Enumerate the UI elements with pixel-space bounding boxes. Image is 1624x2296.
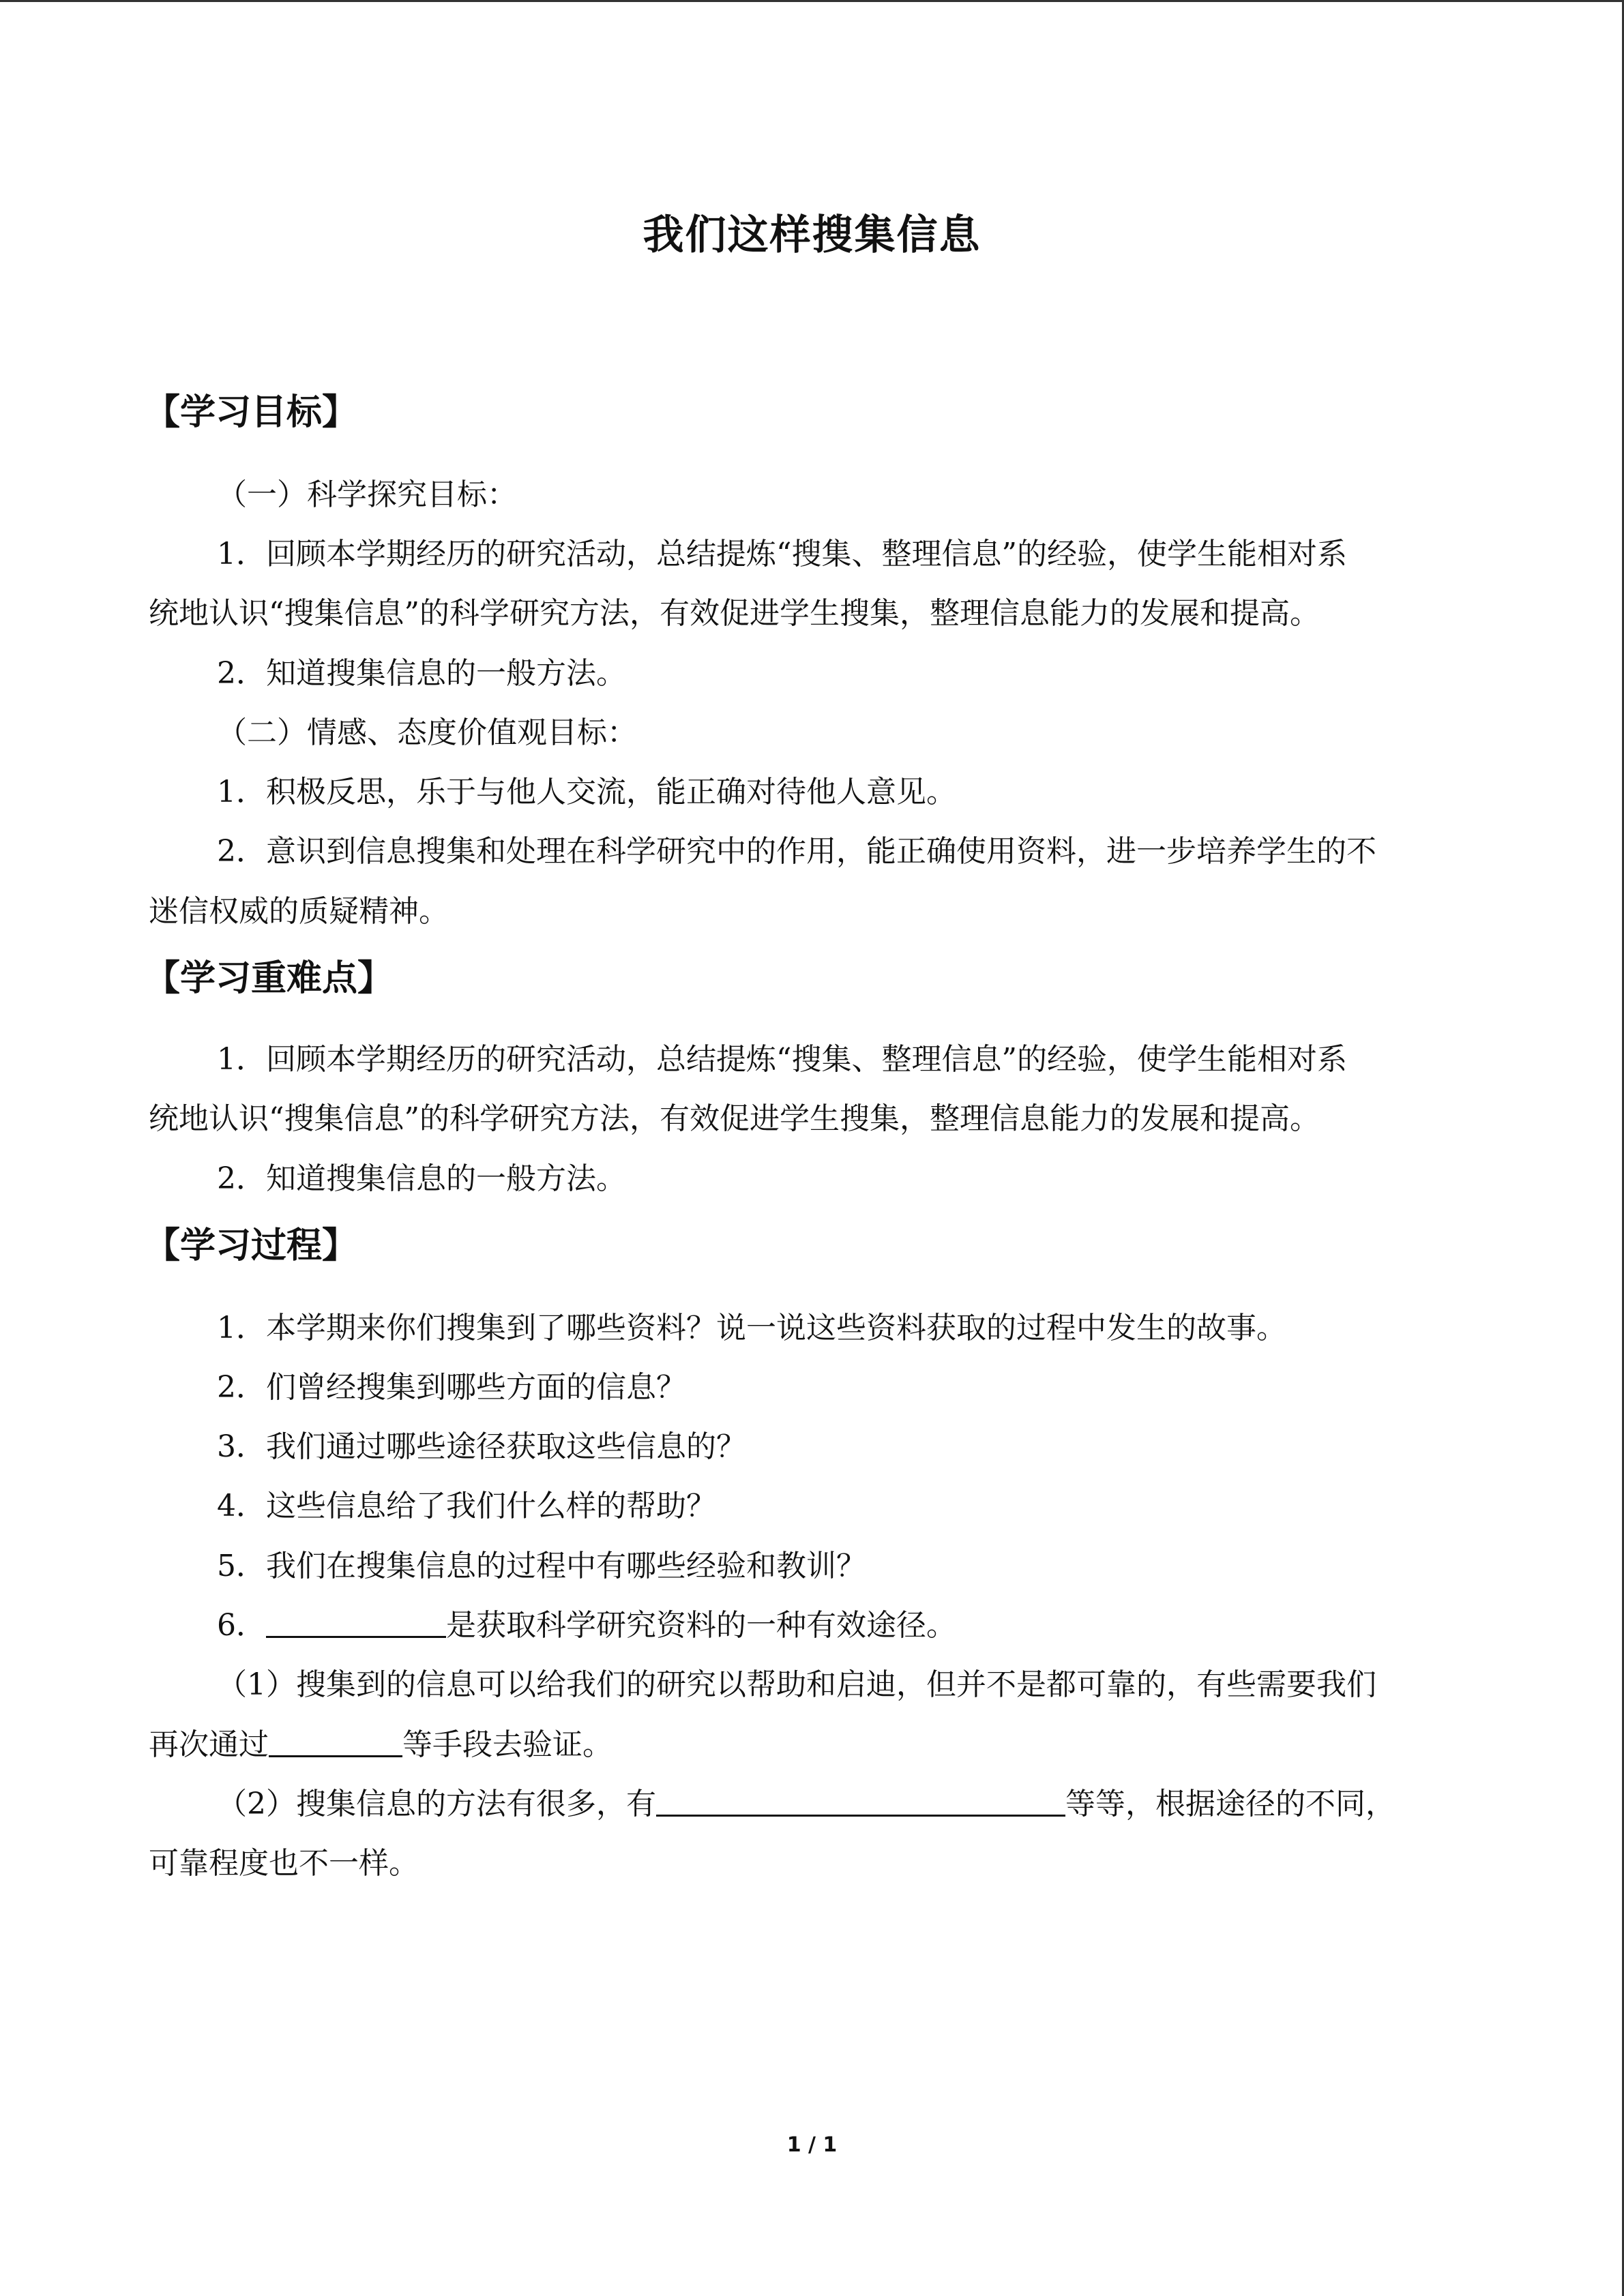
point-2-suffix: 等等，根据途径的不同，: [1065, 1787, 1396, 1821]
goals-item4-line2: 迷信权威的质疑精神。: [149, 894, 449, 929]
process-question-3: 3．我们通过哪些途径获取这些信息的？: [217, 1429, 746, 1464]
fill-blank-2[interactable]: [269, 1725, 402, 1757]
heading-learning-goals: 【学习目标】: [145, 392, 358, 433]
question-6-text: 是获取科学研究资料的一种有效途径。: [446, 1608, 956, 1643]
goals-item4-line1: 2．意识到信息搜集和处理在科学研究中的作用，能正确使用资料，进一步培养学生的不: [217, 834, 1376, 869]
question-6-number: 6．: [217, 1608, 266, 1643]
goals-item1-line1: 1．回顾本学期经历的研究活动，总结提炼“搜集、整理信息”的经验，使学生能相对系: [217, 537, 1347, 571]
document-title: 我们这样搜集信息: [643, 211, 981, 259]
goals-item1-line2: 统地认识“搜集信息”的科学研究方法，有效促进学生搜集，整理信息能力的发展和提高。: [149, 596, 1320, 631]
goals-subheading-inquiry: （一）科学探究目标：: [217, 477, 517, 512]
fill-blank-3[interactable]: [656, 1785, 1065, 1817]
keypoints-item2: 2．知道搜集信息的一般方法。: [217, 1161, 626, 1196]
process-point-2-line1: [217, 1784, 1396, 1825]
process-question-6: [217, 1605, 956, 1646]
goals-subheading-attitude: （二）情感、态度价值观目标：: [217, 715, 637, 750]
point-2-prefix: （2）搜集信息的方法有很多，有: [217, 1787, 656, 1821]
page-indicator: 1 / 1: [786, 2133, 838, 2157]
process-question-2: 2．们曾经搜集到哪些方面的信息？: [217, 1370, 686, 1405]
process-question-4: 4．这些信息给了我们什么样的帮助？: [217, 1489, 716, 1523]
point-1-suffix: 等手段去验证。: [402, 1727, 612, 1762]
goals-item2: 2．知道搜集信息的一般方法。: [217, 656, 626, 691]
heading-learning-process: 【学习过程】: [145, 1225, 358, 1266]
keypoints-item1-line1: 1．回顾本学期经历的研究活动，总结提炼“搜集、整理信息”的经验，使学生能相对系: [217, 1042, 1347, 1077]
point-1-prefix: 再次通过: [149, 1727, 269, 1762]
process-question-5: 5．我们在搜集信息的过程中有哪些经验和教训？: [217, 1549, 866, 1583]
goals-item3: 1．积极反思，乐于与他人交流，能正确对待他人意见。: [217, 775, 956, 809]
keypoints-item1-line2: 统地认识“搜集信息”的科学研究方法，有效促进学生搜集，整理信息能力的发展和提高。: [149, 1101, 1320, 1136]
process-question-1: 1．本学期来你们搜集到了哪些资料？说一说这些资料获取的过程中发生的故事。: [217, 1311, 1286, 1345]
process-point-2-line2: 可靠程度也不一样。: [149, 1846, 419, 1881]
heading-key-points: 【学习重难点】: [145, 958, 394, 999]
process-point-1-line2: [149, 1725, 612, 1765]
fill-blank-1[interactable]: [266, 1606, 446, 1638]
process-point-1-line1: （1）搜集到的信息可以给我们的研究以帮助和启迪，但并不是都可靠的，有些需要我们: [217, 1667, 1376, 1702]
